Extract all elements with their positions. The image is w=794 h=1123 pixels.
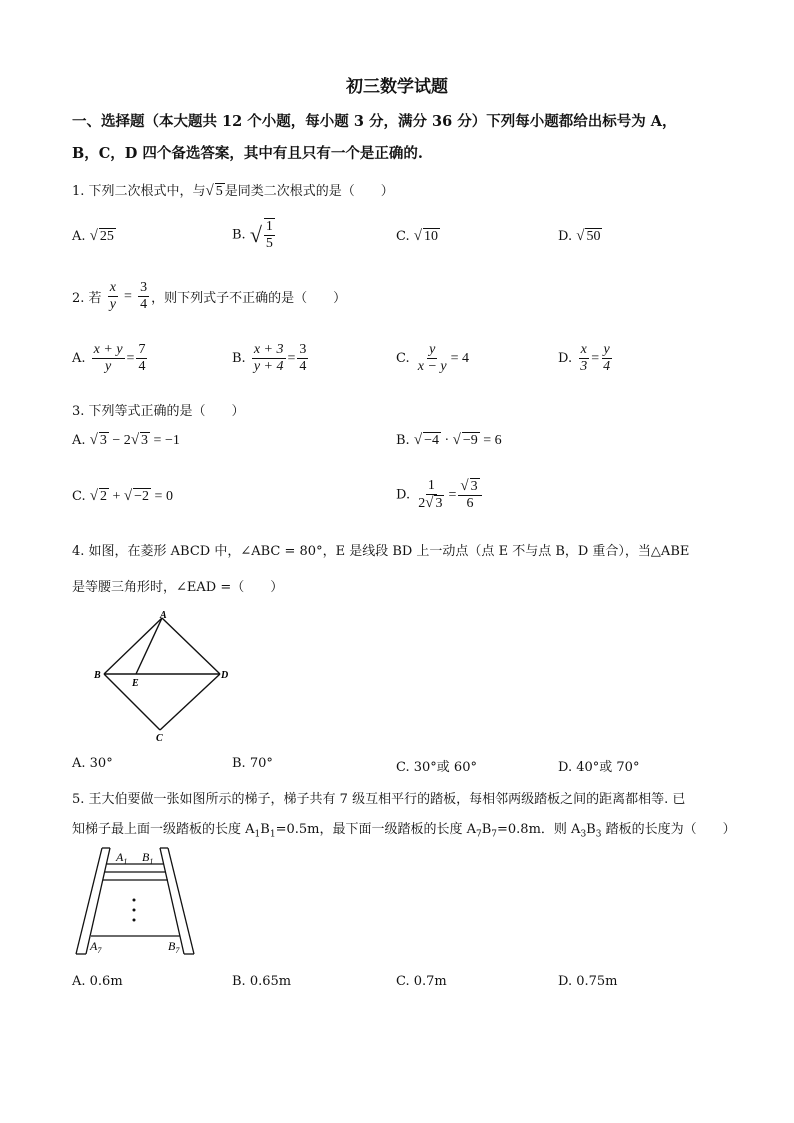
side-dc [160,674,220,730]
q1-option-a[interactable]: A. √ 25 [72,228,114,244]
label-a1: $A_1$ [116,850,128,866]
section-heading-line1: 一、选择题（本大题共 12 个小题，每小题 3 分，满分 36 分）下列每小题都给出标号为 A， [72,113,677,130]
question-4-line2: 是等腰三角形时，∠EAD =（ ） [72,580,284,595]
q5-option-b[interactable]: B. 0.65m [232,974,292,989]
question-4-line1: 4. 如图，在菱形 ABCD 中，∠ABC = 80°，E 是线段 BD 上一动点（点 E 不与点 B，D 重合），当△ABE [72,544,690,559]
rhombus-figure [88,608,248,748]
q2-option-c[interactable]: C. $\frac{y}{x - y}$ = 4 [396,342,470,375]
q4-option-d[interactable]: D. 40°或 70° [558,760,640,775]
q1-option-c[interactable]: C. √ 10 [396,228,438,244]
label-a7: $A_7$ [90,939,102,955]
question-3-stem: 3. 下列等式正确的是（ ） [72,404,245,419]
q3-option-d[interactable]: D. $\frac{1}{2√ 3}$ = $\frac{√ 3}{6}$ [396,478,484,512]
q3-option-c[interactable]: C. √ 2 + √ −2 = 0 [72,488,173,504]
question-1-stem: 1. 下列二次根式中，与√ 5 是同类二次根式的是（ ） [72,183,394,199]
q2-option-a[interactable]: A. $\frac{x + y}{y}$ = $\frac{7}{4}$ [72,342,146,375]
label-b: B [94,670,101,681]
q5-option-d[interactable]: D. 0.75m [558,974,618,989]
side-ad [162,618,220,674]
page-title: 初三数学试题 [346,77,448,97]
q2-option-b[interactable]: B. $\frac{x + 3}{y + 4}$ = $\frac{3}{4}$ [232,342,307,375]
section-heading-line2: B，C，D 四个备选答案，其中有且只有一个是正确的. [72,145,423,162]
ladder-figure [72,844,198,960]
label-d: D [221,670,229,681]
q3-option-b[interactable]: B. √ −4 · √ −9 = 6 [396,432,502,448]
q4-option-c[interactable]: C. 30°或 60° [396,760,477,775]
label-b7: $B_7$ [168,939,180,955]
question-5-line1: 5. 王大伯要做一张如图所示的梯子，梯子共有 7 级互相平行的踏板，每相邻两级踏板之间的距离都相等. 已 [72,792,686,807]
segment-ae [136,618,162,674]
q1-option-b[interactable]: B. √ $\frac{1}{5}$ [232,219,273,252]
question-2-stem: 2. 若 $\frac{x}{y}$ = $\frac{3}{4}$ ，则下列式子不正确的是（ ） [72,280,347,313]
q1-option-d[interactable]: D. √ 50 [558,228,601,244]
q3-option-a[interactable]: A. √ 3 − 2√ 3 = −1 [72,432,180,448]
q5-option-c[interactable]: C. 0.7m [396,974,447,989]
label-e: E [132,678,139,689]
label-a: A [160,610,167,621]
ellipsis-dots [133,899,136,922]
label-c: C [156,733,163,744]
question-5-line2: 知梯子最上面一级踏板的长度 $A_1B_1=0.5m$，最下面一级踏板的长度 $A_7B_7=0.8m$．则 $A_3B_3$ 踏板的长度为（ ） [72,822,736,840]
q2-option-d[interactable]: D. $\frac{x}{3}$ = $\frac{y}{4}$ [558,342,611,375]
q5-option-a[interactable]: A. 0.6m [72,974,123,989]
q1-radicand: 5 [215,184,223,199]
label-b1: $B_1$ [142,850,154,866]
side-ab [104,618,162,674]
q4-option-b[interactable]: B. 70° [232,756,273,771]
q4-option-a[interactable]: A. 30° [72,756,113,771]
